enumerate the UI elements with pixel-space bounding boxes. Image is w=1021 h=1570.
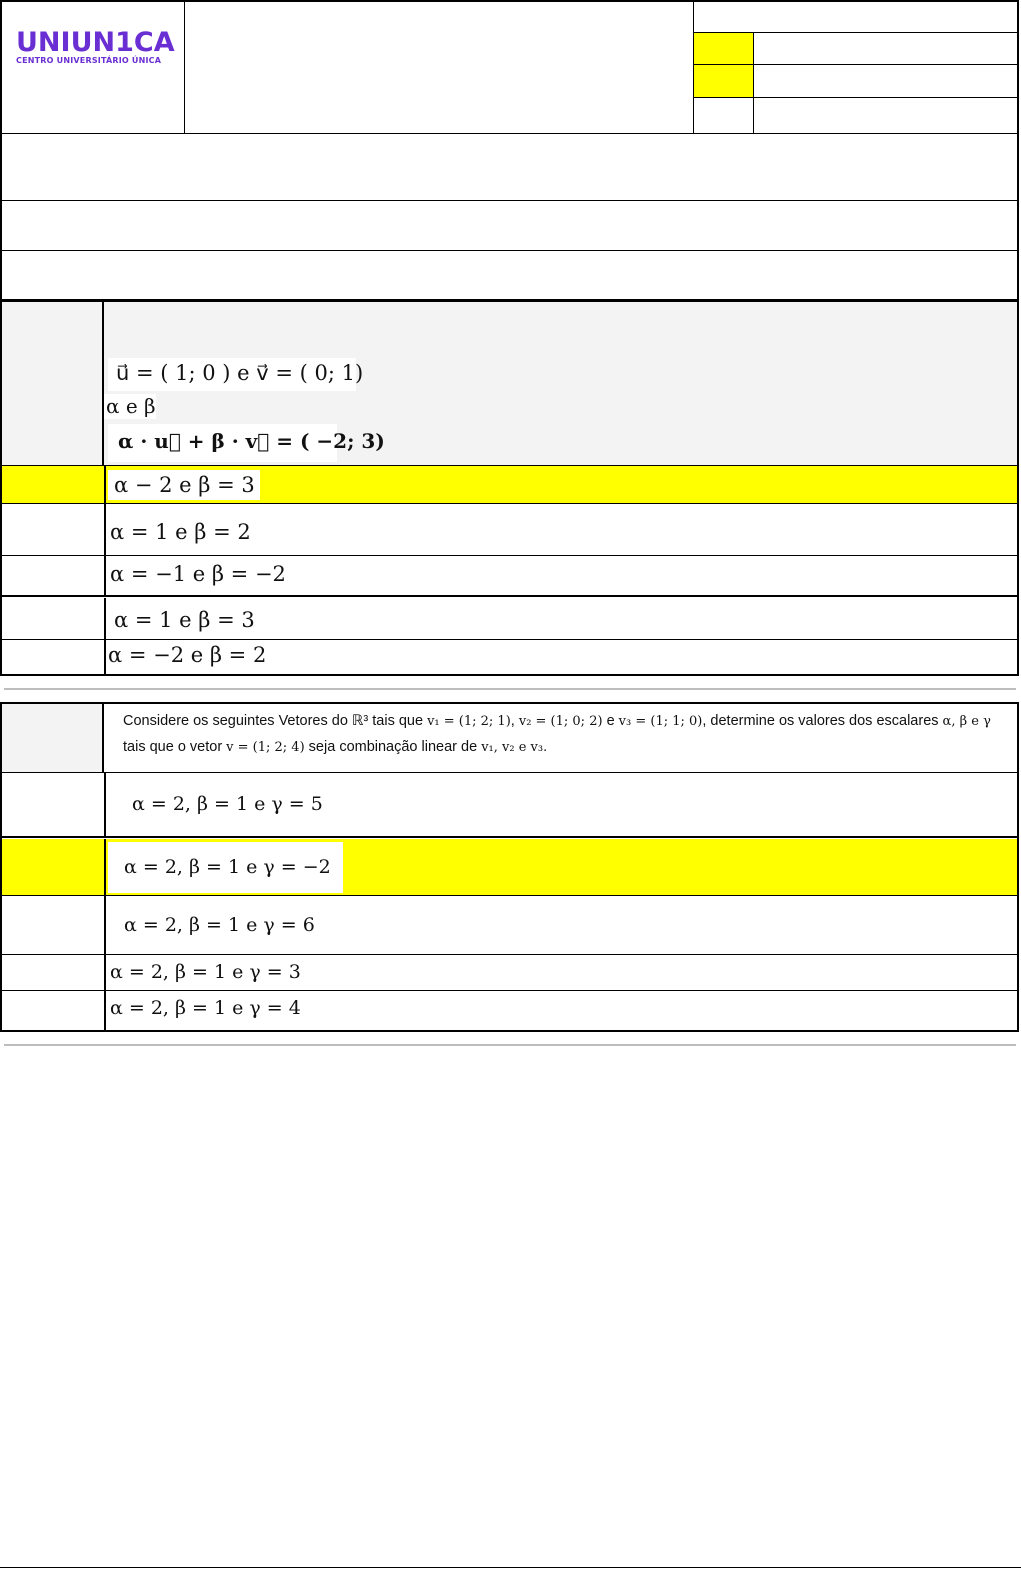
q2-option-a: α = 2, β = 1 e γ = 5	[132, 793, 323, 815]
q2-option-e-row[interactable]	[2, 991, 1017, 1030]
logo-cell	[0, 0, 185, 134]
q1-option-d-row[interactable]	[2, 598, 1017, 640]
q2-label-cell	[2, 704, 104, 773]
grade-field-2	[754, 65, 1019, 98]
q2-vector-v3: v₃ = (1; 1; 0)	[618, 714, 703, 729]
q1-statement-cell	[104, 302, 1017, 465]
q1-option-c: α = −1 e β = −2	[110, 562, 286, 586]
q1-option-e: α = −2 e β = 2	[108, 643, 267, 667]
q2-text-2: , determine os valores dos escalares	[702, 713, 943, 729]
q2-statement-cell	[104, 704, 1017, 773]
q2-vector-list: v₁, v₂ e v₃	[481, 740, 544, 756]
q2-vector-v1: v₁ = (1; 2; 1)	[427, 714, 511, 729]
logo-tagline: CENTRO UNIVERSITÁRIO ÚNICA	[16, 56, 162, 65]
q2-option-a-row[interactable]	[2, 773, 1017, 838]
q1-option-e-row[interactable]	[2, 640, 1017, 674]
grade-row-top	[694, 0, 1019, 33]
q1-given-vectors: u⃗ = ( 1; 0 ) e v⃗ = ( 0; 1)	[108, 358, 356, 391]
q2-option-d: α = 2, β = 1 e γ = 3	[110, 961, 301, 983]
q1-option-a: α − 2 e β = 3	[108, 470, 260, 500]
q1-option-a-row[interactable]	[2, 465, 1017, 504]
q2-statement: Considere os seguintes Vetores do ℝ³ tais que v₁ = (1; 2; 1), v₂ = (1; 0; 2) e v₃ = (1; 1; 0), determine os valores dos escalares α, β e γ tais que o vetor v = (1; 2; 4) seja combinação linear de v₁, v₂ e v₃.	[123, 713, 991, 756]
q2-scalars: α, β e γ	[942, 714, 991, 729]
title-cell	[185, 0, 694, 134]
q2-option-b: α = 2, β = 1 e γ = −2	[108, 842, 343, 893]
grade-mark-1	[694, 33, 754, 65]
q2-option-b-row[interactable]	[2, 839, 1017, 896]
grade-field-1	[754, 33, 1019, 65]
grade-mark-3	[694, 98, 754, 134]
q2-text-1: Considere os seguintes Vetores do ℝ³ tais que	[123, 713, 428, 729]
q2-text-4: seja combinação linear de	[304, 739, 482, 756]
q2-option-e: α = 2, β = 1 e γ = 4	[110, 997, 301, 1019]
q1-option-c-row[interactable]	[2, 556, 1017, 597]
q1-option-b: α = 1 e β = 2	[110, 520, 251, 544]
q2-vector-v2: v₂ = (1; 0; 2)	[518, 714, 603, 729]
q1-option-b-row[interactable]	[2, 504, 1017, 556]
page-bottom-line	[0, 1567, 1021, 1568]
q1-unknowns: α e β	[106, 394, 156, 418]
q1-option-d: α = 1 e β = 3	[114, 608, 255, 632]
q1-equation: α · u⃗ + β · v⃗ = ( −2; 3)	[108, 424, 337, 462]
separator-1	[4, 688, 1016, 690]
grade-mark-2	[694, 65, 754, 98]
separator-2	[4, 1044, 1016, 1046]
info-row-2	[0, 201, 1019, 251]
q2-option-c: α = 2, β = 1 e γ = 6	[124, 914, 315, 936]
q2-vector-v: v = (1; 2; 4)	[226, 740, 305, 756]
q2-text-3: tais que o vetor	[123, 739, 227, 756]
logo-wordmark: UNIUN1CA	[16, 27, 175, 58]
q1-label-cell	[2, 302, 104, 465]
q2-option-d-row[interactable]	[2, 955, 1017, 991]
info-row-1	[0, 133, 1019, 201]
q2-option-c-row[interactable]	[2, 896, 1017, 955]
